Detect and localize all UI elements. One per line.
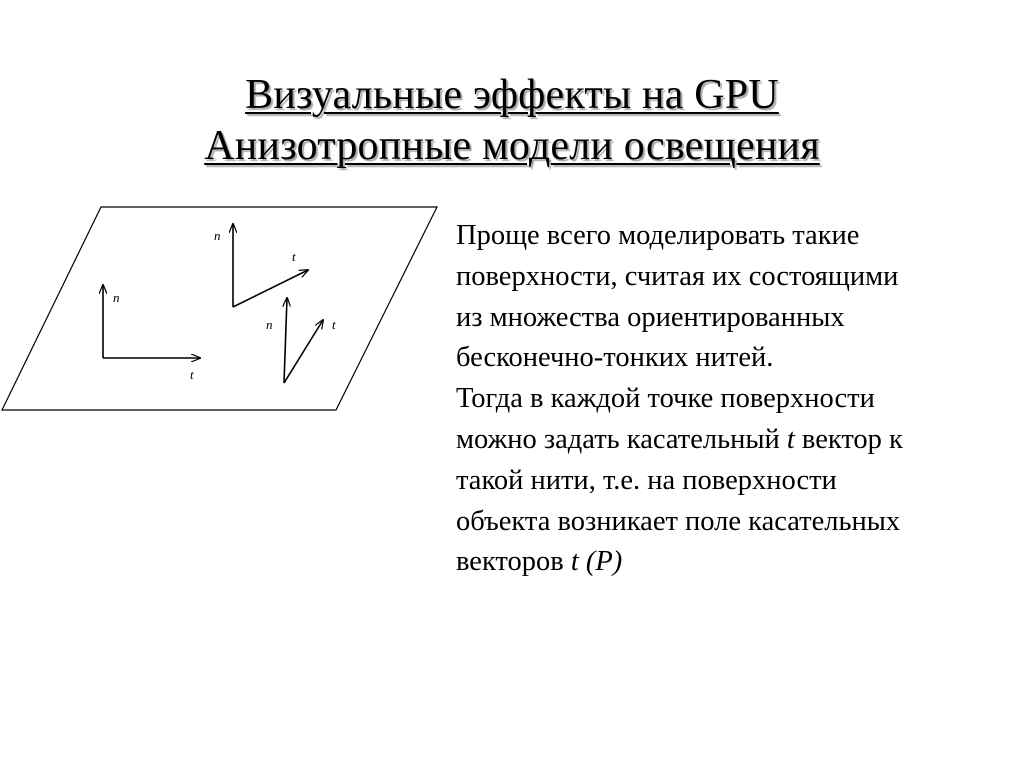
- text-line: объекта возникает поле касательных: [456, 505, 901, 537]
- tangent-vector-top: [233, 270, 308, 307]
- surface-diagram: [0, 200, 445, 420]
- title-line-1: Визуальные эффекты на GPU: [245, 72, 779, 118]
- text-segment: векторов: [456, 546, 571, 578]
- label-t-top: t: [292, 249, 296, 264]
- tangent-vector-bottom: [284, 320, 323, 383]
- text-line: поверхности, считая их состоящими: [456, 260, 899, 292]
- text-line: [456, 420, 1016, 461]
- title-line-2: Анизотропные модели освещения: [204, 123, 820, 169]
- text-line: из множества ориентированных: [456, 301, 845, 333]
- text-segment: можно задать касательный: [456, 423, 787, 455]
- tangent-field-variable: t (P): [570, 546, 623, 578]
- label-t-bottom: t: [332, 317, 336, 332]
- label-n-bottom: n: [266, 317, 273, 332]
- text-line: [456, 542, 1016, 583]
- slide-title: [0, 70, 1024, 172]
- normal-vector-bottom: [284, 298, 287, 383]
- text-line: Проще всего моделировать такие: [456, 220, 860, 251]
- text-segment: вектор к: [794, 423, 903, 455]
- explanation-text: [456, 216, 1016, 583]
- text-line: Тогда в каждой точке поверхности: [456, 383, 875, 415]
- text-line: такой нити, т.е. на поверхности: [456, 464, 837, 496]
- tangent-variable: t: [786, 423, 795, 455]
- label-n-left: n: [113, 290, 120, 305]
- text-line: бесконечно-тонких нитей.: [456, 342, 774, 374]
- label-n-top: n: [214, 228, 221, 243]
- label-t-left: t: [190, 367, 194, 382]
